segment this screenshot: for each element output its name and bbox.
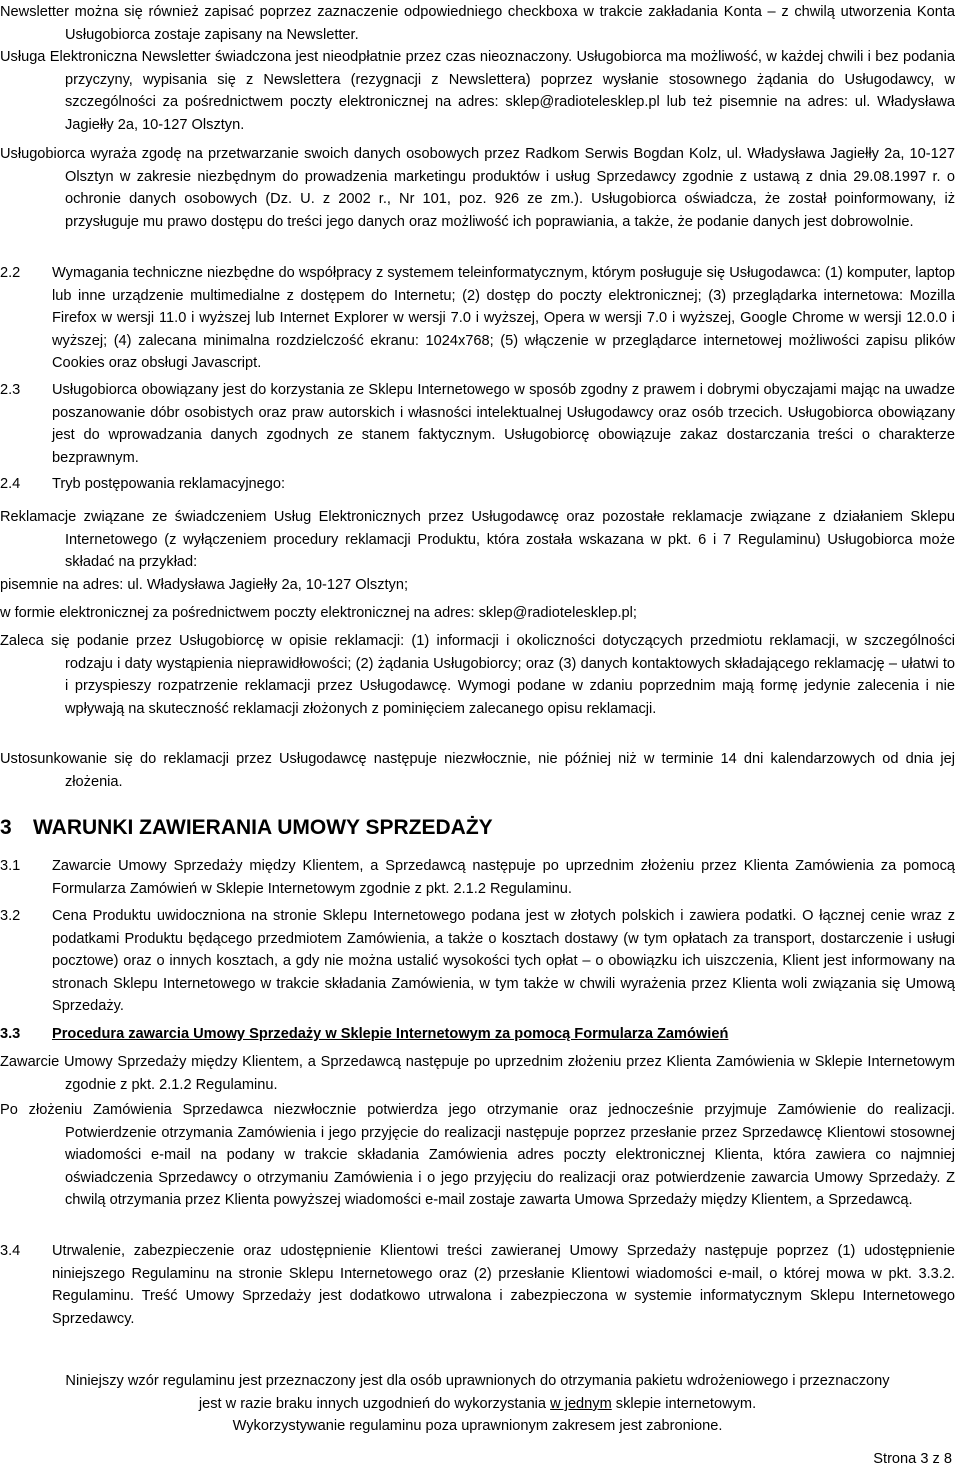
section-3-1 [0, 855, 955, 900]
section-number: 2.3 [0, 382, 21, 398]
paragraph-data-consent [0, 143, 955, 233]
paragraph-text: Ustosunkowanie się do reklamacji przez Usługodawcę następuje niezwłocznie, nie później niż w terminie 14 dni kalendarzowych od dnia jej złożenia. [0, 751, 955, 790]
section-number: 3.2 [0, 908, 21, 924]
heading-number: 3 [0, 816, 12, 839]
page-number-current: 3 [920, 1451, 929, 1467]
section-2-3 [0, 379, 955, 469]
paragraph-complaint-response [0, 748, 955, 793]
footer-text: sklepie internetowym. [611, 1396, 757, 1412]
section-2-4 [0, 473, 955, 496]
paragraph-text: Zawarcie Umowy Sprzedaży między Klientem, a Sprzedawcą następuje po uprzednim złożeniu przez Klienta Zamówienia w Sklepie Internetowym zgodnie z pkt. 2.1.2 Regulaminu. [0, 1054, 955, 1093]
section-text: Tryb postępowania reklamacyjnego: [52, 476, 286, 492]
paragraph-text: Usługa Elektroniczna Newsletter świadczona jest nieodpłatnie przez czas nieoznaczony. Usługobiorca ma możliwość, w każdej chwili i bez podania przyczyny, wypisania się z Newslettera (rezygnacji z Newslettera) poprzez wysłanie stosownego żądania do Usługodawcy, w szczególności za pośrednictwem poczty elektronicznej na adres: sklep@radiotelesklep.pl lub też pisemnie na adres: ul. Władysława Jagiełły 2a, 10-127 Olsztyn. [0, 49, 955, 133]
paragraph-complaints [0, 506, 955, 574]
page-number-total: 8 [943, 1451, 952, 1467]
paragraph-text: Newsletter można się również zapisać poprzez zaznaczenie odpowiedniego checkboxa w trakcie zakładania Konta – z chwilą utworzenia Konta Usługobiorca zostaje zapisany na Newsletter. [0, 4, 955, 43]
section-title: Procedura zawarcia Umowy Sprzedaży w Sklepie Internetowym za pomocą Formularza Zamówień [52, 1026, 729, 1042]
section-text: Zawarcie Umowy Sprzedaży między Klientem, a Sprzedawcą następuje po uprzednim złożeniu przez Klienta Zamówienia za pomocą Formularza Zamówień w Sklepie Internetowym zgodnie z pkt. 2.1.2 Regulaminu. [52, 858, 955, 897]
paragraph-newsletter-free [0, 46, 955, 136]
section-3-4 [0, 1240, 955, 1330]
paragraph-newsletter-checkbox [0, 1, 955, 46]
section-3-3 [0, 1023, 955, 1046]
paragraph-postal-address [0, 574, 955, 597]
section-text: Usługobiorca obowiązany jest do korzystania ze Sklepu Internetowego w sposób zgodny z prawem i dobrymi obyczajami mając na uwadze poszanowanie dóbr osobistych oraz praw autorskich i własności intelektualnej Usługodawcy oraz osób trzecich. Usługobiorca obowiązany jest do wprowadzania danych zgodnych ze stanem faktycznym. Usługobiorcę obowiązuje zakaz dostarczania treści o charakterze bezprawnym. [52, 382, 955, 466]
paragraph-text: Usługobiorca wyraża zgodę na przetwarzanie swoich danych osobowych przez Radkom Serwis Bogdan Kolz, ul. Władysława Jagiełły 2a, 10-127 Olsztyn w zakresie niezbędnym do prowadzenia marketingu produktów i usług Sprzedawcy zgodnie z ustawą z dnia 29.08.1997 r. o ochronie danych osobowych (Dz. U. z 2002 r., Nr 101, poz. 926 ze zm.). Usługobiorca oświadcza, że został poinformowany, iż przysługuje mu prawo dostępu do treści jego danych oraz możliwość ich poprawiania, a także, że podanie danych jest dobrowolnie. [0, 146, 955, 230]
footer-text: jest w razie braku innych uzgodnień do wykorzystania [198, 1396, 551, 1412]
section-text: Cena Produktu uwidoczniona na stronie Sklepu Internetowego podana jest w złotych polskich i zawiera podatki. O łącznej cenie wraz z podatkami Produktu będącego przedmiotem Zamówienia, a także o kosztach dostawy (w tym opłatach za transport, dostarczenie i usługi pocztowe) oraz o innych kosztach, a gdy nie można ustalić wysokości tych opłat – o obowiązku ich uiszczenia, Klient jest informowany na stronach Sklepu Internetowego w trakcie składania Zamówienia, w tym także w chwili wyrażenia przez Klienta woli związania się Umową Sprzedaży. [52, 908, 955, 1014]
section-number: 2.2 [0, 265, 21, 281]
paragraph-text: Po złożeniu Zamówienia Sprzedawca niezwłocznie potwierdza jego otrzymanie oraz jednocześnie przyjmuje Zamówienie do realizacji. Potwierdzenie otrzymania Zamówienia i jego przyjęcie do realizacji następuje poprzez przesłanie przez Sprzedawcę Klientowi stosownej wiadomości e-mail na podany w trakcie składania Zamówienia adres poczty elektronicznej Klienta, która zawiera co najmniej oświadczenia Sprzedawcy o otrzymaniu Zamówienia i o jego przyjęciu do realizacji oraz potwierdzenie zawarcia Umowy Sprzedaży. Z chwilą otrzymania przez Klienta powyższej wiadomości e-mail zostaje zawarta Umowa Sprzedaży między Klientem, a Sprzedawcą. [0, 1102, 955, 1208]
page-number [873, 1448, 952, 1471]
footer-underlined-text: w jednym [550, 1396, 612, 1412]
page-number-separator: z [928, 1451, 944, 1467]
footer-text: Wykorzystywanie regulaminu poza uprawnionym zakresem jest zabronione. [232, 1418, 723, 1434]
section-text: Utrwalenie, zabezpieczenie oraz udostępnienie Klientowi treści zawieranej Umowy Sprzedaży następuje poprzez (1) udostępnienie niniejszego Regulaminu na stronie Sklepu Internetowego oraz (2) przesłanie Klientowi wiadomości e-mail, o której mowa w pkt. 3.3.2. Regulaminu. Treść Umowy Sprzedaży jest dodatkowo utrwalona i zabezpieczona w systemie informatycznym Sklepu Internetowego Sprzedawcy. [52, 1243, 955, 1327]
section-heading-3 [0, 814, 493, 842]
section-2-2 [0, 262, 955, 375]
section-number: 3.4 [0, 1243, 21, 1259]
section-text: Wymagania techniczne niezbędne do współpracy z systemem teleinformatycznym, którym posługuje się Usługodawca: (1) komputer, laptop lub inne urządzenie multimedialne z dostępem do Internetu; (2) dostęp do poczty elektronicznej; (3) przeglądarka internetowa: Mozilla Firefox w wersji 11.0 i wyższej lub Internet Explorer w wersji 7.0 i wyższej, Opera w wersji 7.0 i wyższej, Google Chrome w wersji 12.0.0 i wyższej; (4) zalecana minimalna rozdzielczość ekranu: 1024x768; (5) włączenie w przeglądarce internetowej możliwości zapisu plików Cookies oraz obsługi Javascript. [52, 265, 955, 371]
section-3-2 [0, 905, 955, 1018]
paragraph-complaint-recommendations [0, 630, 955, 720]
paragraph-text: w formie elektronicznej za pośrednictwem poczty elektronicznej na adres: sklep@radiotelesklep.pl; [0, 605, 637, 621]
heading-text: WARUNKI ZAWIERANIA UMOWY SPRZEDAŻY [33, 816, 493, 839]
paragraph-order-confirmation [0, 1099, 955, 1212]
footer-line-2 [0, 1393, 955, 1416]
paragraph-email-address [0, 602, 955, 625]
paragraph-text: Reklamacje związane ze świadczeniem Usług Elektronicznych przez Usługodawcę oraz pozostałe reklamacje związane z działaniem Sklepu Internetowego (z wyłączeniem procedury reklamacji Produktu, która została wskazana w pkt. 6 i 7 Regulaminu) Usługobiorca może składać na przykład: [0, 509, 955, 570]
section-number: 2.4 [0, 476, 21, 492]
page-number-prefix: Strona [873, 1451, 921, 1467]
paragraph-text: Zaleca się podanie przez Usługobiorcę w opisie reklamacji: (1) informacji i okoliczności dotyczących przedmiotu reklamacji, w szczególności rodzaju i daty wystąpienia nieprawidłowości; (2) żądania Usługobiorcy; oraz (3) danych kontaktowych składającego reklamację – ułatwi to i przyspieszy rozpatrzenie reklamacji przez Usługodawcę. Wymogi podane w zdaniu poprzednim mają formę jedynie zalecenia i nie wpływają na skuteczność reklamacji złożonych z pominięciem zalecanego opisu reklamacji. [0, 633, 955, 717]
section-number: 3.3 [0, 1026, 21, 1042]
paragraph-text: pisemnie na adres: ul. Władysława Jagiełły 2a, 10-127 Olsztyn; [0, 577, 409, 593]
section-number: 3.1 [0, 858, 21, 874]
footer-line-1 [0, 1370, 955, 1393]
paragraph-contract-conclusion [0, 1051, 955, 1096]
footer-text: Niniejszy wzór regulaminu jest przeznaczony jest dla osób uprawnionych do otrzymania pakietu wdrożeniowego i przeznaczony [65, 1373, 890, 1389]
footer-line-3 [0, 1415, 955, 1438]
